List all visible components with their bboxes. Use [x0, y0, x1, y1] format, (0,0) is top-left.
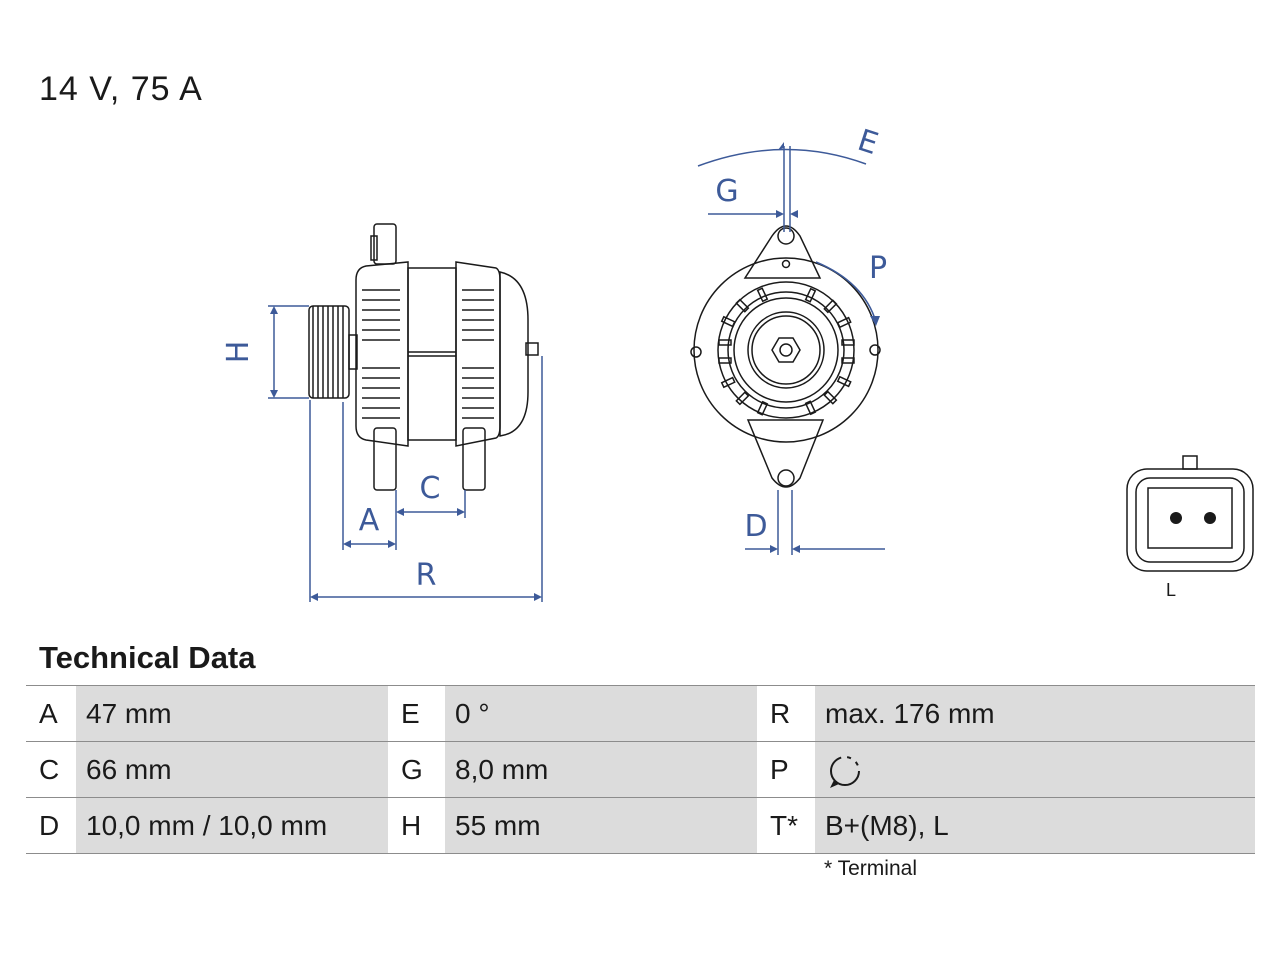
value-r: max. 176 mm	[815, 686, 1255, 742]
key-h: H	[388, 798, 445, 854]
terminal-footnote: * Terminal	[824, 857, 917, 880]
product-title: 14 V, 75 A	[39, 70, 203, 108]
clockwise-rotation-icon	[825, 750, 865, 790]
cooling-fins	[362, 290, 494, 418]
pulley-grooves	[313, 306, 343, 398]
key-p: P	[757, 742, 815, 798]
key-e: E	[388, 686, 445, 742]
value-e: 0 °	[445, 686, 757, 742]
key-terminal: T*	[757, 798, 815, 854]
table-row	[26, 742, 1255, 798]
dim-label-r: R	[415, 558, 437, 593]
key-g: G	[388, 742, 445, 798]
technical-data-title: Technical Data	[39, 640, 256, 675]
technical-data-table	[26, 685, 1255, 854]
dim-label-d: D	[744, 509, 768, 544]
value-h: 55 mm	[445, 798, 757, 854]
key-d: D	[26, 798, 76, 854]
alternator-front-view	[691, 226, 880, 487]
table-row	[26, 686, 1255, 742]
dim-label-c: C	[419, 471, 441, 506]
key-c: C	[26, 742, 76, 798]
value-terminal: B+(M8), L	[815, 798, 1255, 854]
value-d: 10,0 mm / 10,0 mm	[76, 798, 388, 854]
key-a: A	[26, 686, 76, 742]
value-c: 66 mm	[76, 742, 388, 798]
front-view-slots	[719, 288, 854, 414]
dim-label-e: E	[853, 122, 883, 163]
front-view-arrowheads	[770, 142, 880, 553]
connector-pins	[1170, 512, 1216, 524]
dim-label-a: A	[358, 503, 380, 538]
side-view-arrowheads	[270, 306, 542, 601]
dim-label-g: G	[715, 174, 739, 209]
connector-plug	[1127, 456, 1253, 571]
value-g: 8,0 mm	[445, 742, 757, 798]
value-a: 47 mm	[76, 686, 388, 742]
dim-label-p: P	[868, 251, 888, 286]
table-row	[26, 798, 1255, 854]
connector-label: L	[1166, 580, 1177, 600]
dim-label-h: H	[221, 340, 256, 364]
value-p	[815, 742, 1255, 798]
key-r: R	[757, 686, 815, 742]
